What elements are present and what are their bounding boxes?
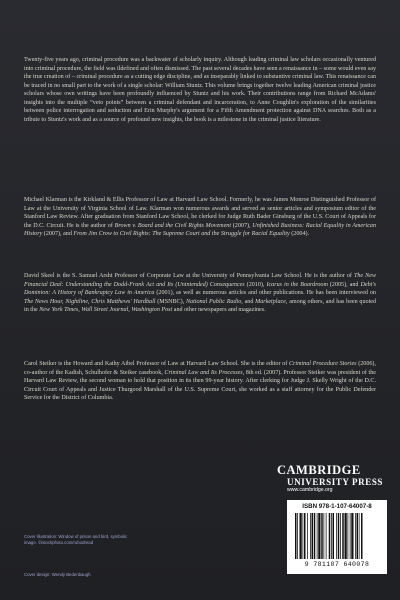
barcode-bar bbox=[310, 513, 311, 559]
barcode-bar bbox=[342, 513, 344, 559]
barcode-bar bbox=[355, 513, 356, 559]
bio-text: (2001), as well as numerous articles and other publications. He has been interviewed on bbox=[154, 290, 376, 296]
barcode-bar bbox=[300, 513, 302, 559]
bio-text: (2004). bbox=[289, 231, 310, 237]
publisher-subtitle: UNIVERSITY PRESS bbox=[287, 477, 384, 487]
barcode-bar bbox=[307, 513, 308, 559]
bio-text: , among others, and has been quoted in the bbox=[24, 298, 377, 313]
description-text: Twenty-five years ago, criminal procedure was a backwater of scholarly inquiry. Although leading criminal law scholars occasionally ventured into criminal procedure, the field was ildefined and often dismissed. The past several decades have seen a renaissance in – some would even say the true creation of – criminal procedure as a cutting edge discipline, and as inseparably linked to substantive criminal law. This renaissance can be traced in no small part to the work of a single scholar: William Stuntz. This volume brings together twelve leading American criminal justice scholars whose own writings have been profoundly influenced by Stuntz and his work. Their contributions range from Richard McAdams' insights into the multiple “veto points” between a criminal defendant and incarceration, to Anne Coughlin's exploration of the similarities between police interrogation and seduction and Erin Murphy's argument for a Fifth Amendment protection against DNA searches. Both as a tribute to Stuntz's work and as a source of profound new insights, the book is a milestone in the criminal justice literature. bbox=[24, 57, 376, 123]
barcode-bar bbox=[297, 513, 298, 559]
barcode-digits: 9 781107 640078 bbox=[304, 561, 370, 568]
barcode-bar bbox=[295, 513, 297, 559]
author-bio-skeel bbox=[24, 272, 376, 315]
barcode-bar bbox=[336, 513, 337, 559]
bio-text: (2007), and bbox=[42, 231, 74, 237]
bio-text: , and bbox=[241, 298, 256, 305]
barcode-bar bbox=[350, 513, 351, 559]
barcode-bar bbox=[348, 513, 349, 559]
barcode-bar bbox=[331, 513, 332, 559]
barcode-bar bbox=[321, 513, 323, 559]
barcode-bar bbox=[333, 513, 335, 559]
isbn-barcode-box bbox=[287, 500, 387, 574]
book-title: Criminal Law and Its Processes bbox=[164, 369, 243, 376]
barcode-bar bbox=[359, 513, 360, 559]
barcode-bar bbox=[304, 513, 306, 559]
barcode-bar bbox=[324, 513, 325, 559]
bio-text: Carol Steiker is the Howard and Kathy Aibel Professor of Law at Harvard Law School. She is the editor of bbox=[24, 361, 289, 367]
book-title: From Jim Crow to Civil Rights: The Supreme Court and the Struggle for Racial Equality bbox=[73, 231, 290, 237]
book-title: Icarus in the Boardroom bbox=[266, 281, 328, 288]
media-title: Marketplace bbox=[255, 298, 286, 305]
description-paragraph bbox=[24, 56, 376, 124]
book-title: Debt's Dominion: A History of Bankruptcy Law in America bbox=[24, 281, 376, 296]
bio-text: (2007), bbox=[231, 222, 253, 229]
bio-text: David Skeel is the S. Samuel Arsht Professor of Corporate Law at the University of Pennsylvania Law School. He is the author of bbox=[24, 273, 354, 279]
barcode-bar bbox=[312, 513, 314, 559]
barcode-bar bbox=[357, 513, 359, 559]
cover-design-credit: Cover design: Wendy Bedenbaugh bbox=[24, 572, 91, 577]
barcode-icon bbox=[295, 513, 379, 559]
barcode-bar bbox=[314, 513, 316, 559]
bio-text: (2006), co-author of the Kadish, Schulhofer & Steiker casebook, bbox=[24, 361, 376, 376]
barcode-bar bbox=[303, 513, 304, 559]
bio-text: (2005), and bbox=[327, 281, 361, 288]
media-title: National Public Radio bbox=[185, 298, 242, 305]
media-title: The News Hour, Nightline, Chris Matthews' Hardball bbox=[24, 298, 156, 305]
publisher-url: www.cambridge.org bbox=[287, 487, 333, 493]
bio-text: Michael Klarman is the Kirkland & Ellis Professor of Law at Harvard Law School. Formerly, he was James Monroe Distinguished Professor of Law at the University of Virginia School of Law. Klarman won numerous awards and served as senior articles and symposium editor of the Stanford Law Review. After graduation from Stanford Law School, he clerked for Judge Ruth Bader Ginsburg of the U.S. Court of Appeals for the D.C. Circuit. He is the author of bbox=[24, 197, 376, 229]
bio-text: and other newspapers and magazines. bbox=[172, 307, 266, 313]
book-title: The New Financial Deal: Understanding the Dodd-Frank Act and Its (Unintended) Consequences bbox=[24, 273, 377, 288]
barcode-bar bbox=[329, 513, 331, 559]
barcode-bar bbox=[351, 513, 353, 559]
bio-text: (MSNBC), bbox=[155, 298, 186, 305]
barcode-bar bbox=[361, 513, 363, 559]
media-title: New York Times, Wall Street Journal, Washington Post bbox=[39, 307, 173, 313]
book-title: Unfinished Business: Racial Equality in American History bbox=[24, 222, 376, 237]
barcode-bar bbox=[338, 513, 340, 559]
book-title: Brown v. Board and the Civil Rights Movement bbox=[114, 222, 232, 229]
cover-illustration-credit: Cover illustration: Window of prison and bird, symbolic image. ©istockphoto.com/robodread bbox=[24, 534, 128, 545]
book-title: Criminal Procedure Stories bbox=[288, 361, 357, 367]
barcode-bar bbox=[340, 513, 341, 559]
barcode-bar bbox=[326, 513, 327, 559]
author-bio-klarman bbox=[24, 196, 376, 239]
publisher-name: CAMBRIDGE bbox=[277, 463, 361, 477]
barcode-bar bbox=[345, 513, 347, 559]
author-bio-steiker bbox=[24, 360, 376, 403]
isbn-label: ISBN 978-1-107-64007-8 bbox=[302, 503, 372, 510]
bio-text: , 8th ed. (2007). Professor Steiker was president of the Harvard Law Review, the second woman to hold that position in its then 99-year history. After clerking for Judge J. Skelly Wright of the D.C. Circuit Court of Appeals and Justice Thurgood Marshall of the U.S. Supreme Court, she worked as a staff attorney for the Public Defender Service for the District of Columbia. bbox=[24, 369, 376, 401]
barcode-bar bbox=[318, 513, 320, 559]
bio-text: (2010), bbox=[244, 281, 267, 288]
publisher-logo bbox=[277, 464, 387, 494]
barcode-bar bbox=[317, 513, 318, 559]
